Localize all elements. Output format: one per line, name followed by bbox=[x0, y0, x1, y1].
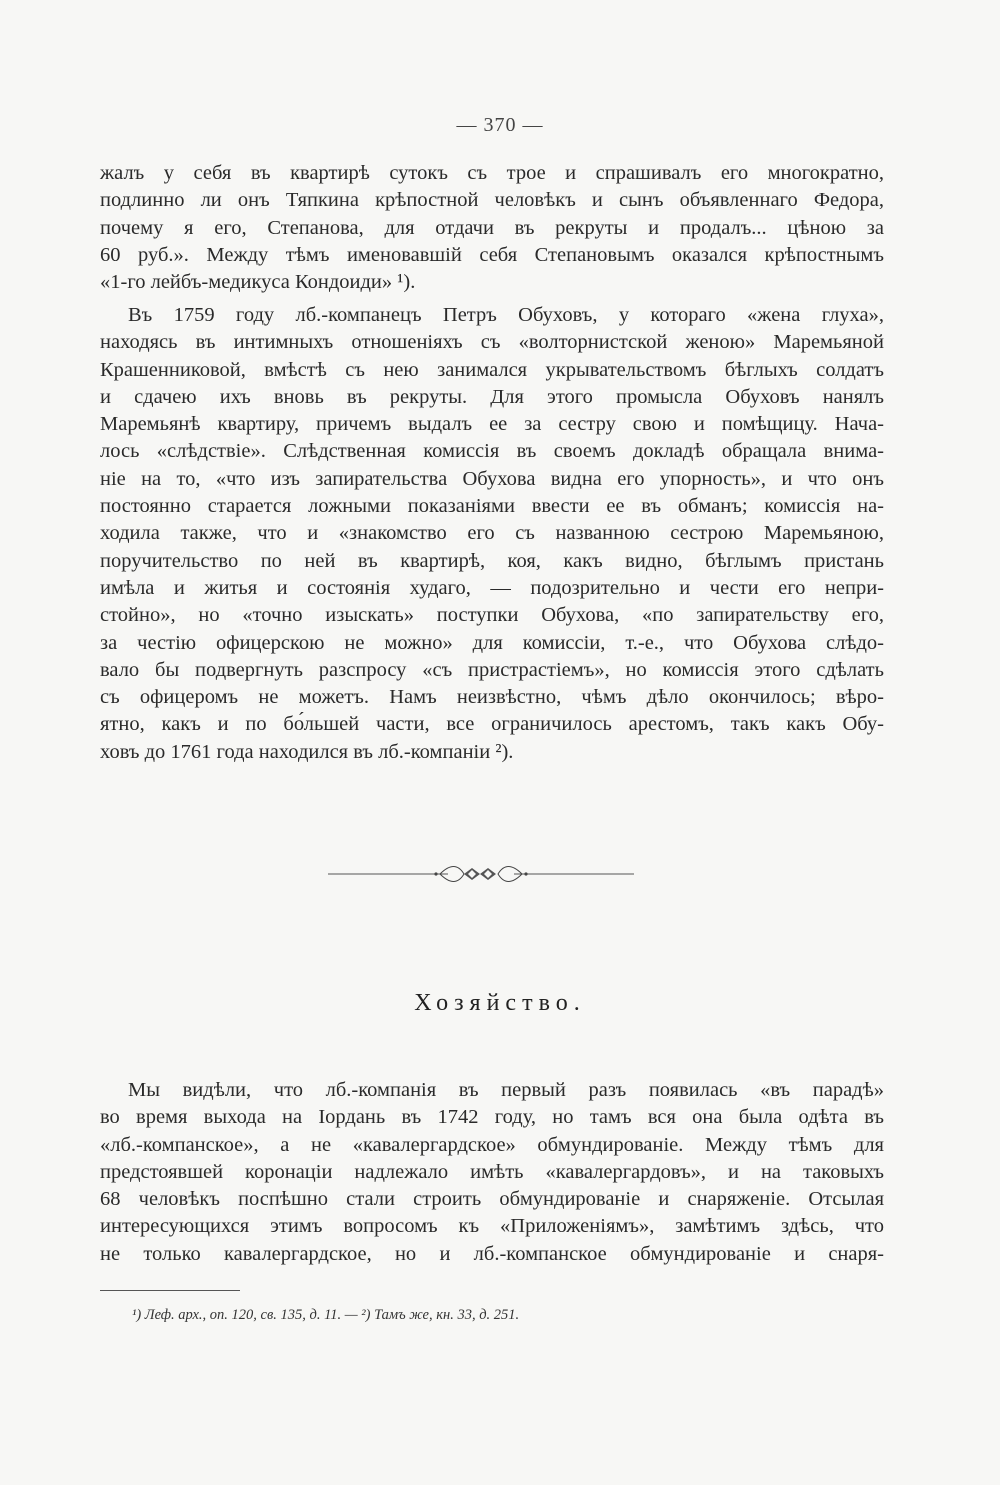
text-line: предстоявшей коронаціи надлежало имѣть «кавалергардовъ», и на таковыхъ bbox=[100, 1160, 884, 1183]
text-line: и сдачею ихъ вновь въ рекруты. Для этого промысла Обуховъ нанялъ bbox=[100, 385, 884, 408]
text-line: поручительство по ней въ квартирѣ, коя, какъ видно, бѣглымъ пристань bbox=[100, 549, 884, 572]
text-line: ніе на то, «что изъ запирательства Обухова видна его упорность», и что онъ bbox=[100, 467, 884, 490]
text-line: вало бы подвергнуть разспросу «съ пристрастіемъ», но комиссія этого сдѣлать bbox=[100, 658, 884, 681]
text-line: съ офицеромъ не можетъ. Намъ неизвѣстно, чѣмъ дѣло окончилось; вѣро- bbox=[100, 686, 884, 709]
paragraph-economy bbox=[100, 1077, 884, 1268]
text-line: Крашенниковой, вмѣстѣ съ нею занимался укрывательствомъ бѣглыхъ солдатъ bbox=[100, 358, 884, 381]
text-line: находясь въ интимныхъ отношеніяхъ съ «волторнистской женою» Маремьяной bbox=[100, 331, 884, 354]
text-line: интересующихся этимъ вопросомъ къ «Приложеніямъ», замѣтимъ здѣсь, что bbox=[100, 1215, 884, 1238]
text-line: 60 руб.». Между тѣмъ именовавшій себя Степановымъ оказался крѣпостнымъ bbox=[100, 243, 884, 266]
text-line: не только кавалергардское, но и лб.-компанское обмундированіе и снаря- bbox=[100, 1242, 884, 1265]
text-line: лось «слѣдствіе». Слѣдственная комиссія въ своемъ докладѣ обращала внима- bbox=[100, 440, 884, 463]
text-line: во время выхода на Іордань въ 1742 году, но тамъ вся она была одѣта въ bbox=[100, 1106, 884, 1129]
text-line: Маремьянѣ квартиру, причемъ выдалъ ее за сестру свою и помѣщицу. Нача- bbox=[100, 413, 884, 436]
text-line: «лб.-компанское», а не «кавалергардское» обмундированіе. Между тѣмъ для bbox=[100, 1133, 884, 1156]
text-line: Въ 1759 году лб.-компанецъ Петръ Обуховъ, у котораго «жена глуха», bbox=[128, 304, 884, 326]
paragraph-continued bbox=[100, 160, 884, 296]
text-line: ходила также, что и «знакомство его съ названною сестрою Маремьяною, bbox=[100, 522, 884, 545]
text-line: имѣла и житья и состоянія худаго, — подозрительно и чести его непри- bbox=[100, 576, 884, 599]
paragraph-obukhov bbox=[100, 302, 884, 766]
footnote-rule bbox=[100, 1290, 240, 1291]
text-line: почему я его, Степанова, для отдачи въ рекруты и продалъ... цѣною за bbox=[100, 216, 884, 239]
text-line: подлинно ли онъ Тяпкина крѣпостной человѣкъ и сынъ объявленнаго Федора, bbox=[100, 189, 884, 212]
text-line: стойно», но «точно изыскать» поступки Обухова, «по запирательству его, bbox=[100, 604, 884, 627]
text-line: Мы видѣли, что лб.-компанія въ первый разъ появилась «въ парадѣ» bbox=[128, 1079, 884, 1101]
text-line: постоянно старается ложными показаніями ввести ее въ обманъ; комиссія на- bbox=[100, 495, 884, 518]
text-line: ятно, какъ и по бо́льшей части, все ограничилось арестомъ, такъ какъ Обу- bbox=[100, 713, 884, 736]
text-line: жалъ у себя въ квартирѣ сутокъ съ трое и спрашивалъ его многократно, bbox=[100, 162, 884, 184]
text-line: за честію офицерскою не можно» для комиссіи, т.-е., что Обухова слѣдо- bbox=[100, 631, 884, 654]
text-line: ховъ до 1761 года находился въ лб.-компаніи ²). bbox=[100, 740, 514, 763]
text-line: «1-го лейбъ-медикуса Кондоиди» ¹). bbox=[100, 271, 416, 294]
footnotes: ¹) Леф. арх., оп. 120, св. 135, д. 11. — ²) Тамъ же, кн. 33, д. 251. bbox=[132, 1307, 520, 1323]
section-heading: Хозяйство. bbox=[414, 990, 586, 1016]
ornament-divider-icon bbox=[328, 862, 634, 886]
text-line: 68 человѣкъ поспѣшно стали строить обмундированіе и снаряженіе. Отсылая bbox=[100, 1188, 884, 1211]
page-number: — 370 — bbox=[456, 114, 544, 136]
